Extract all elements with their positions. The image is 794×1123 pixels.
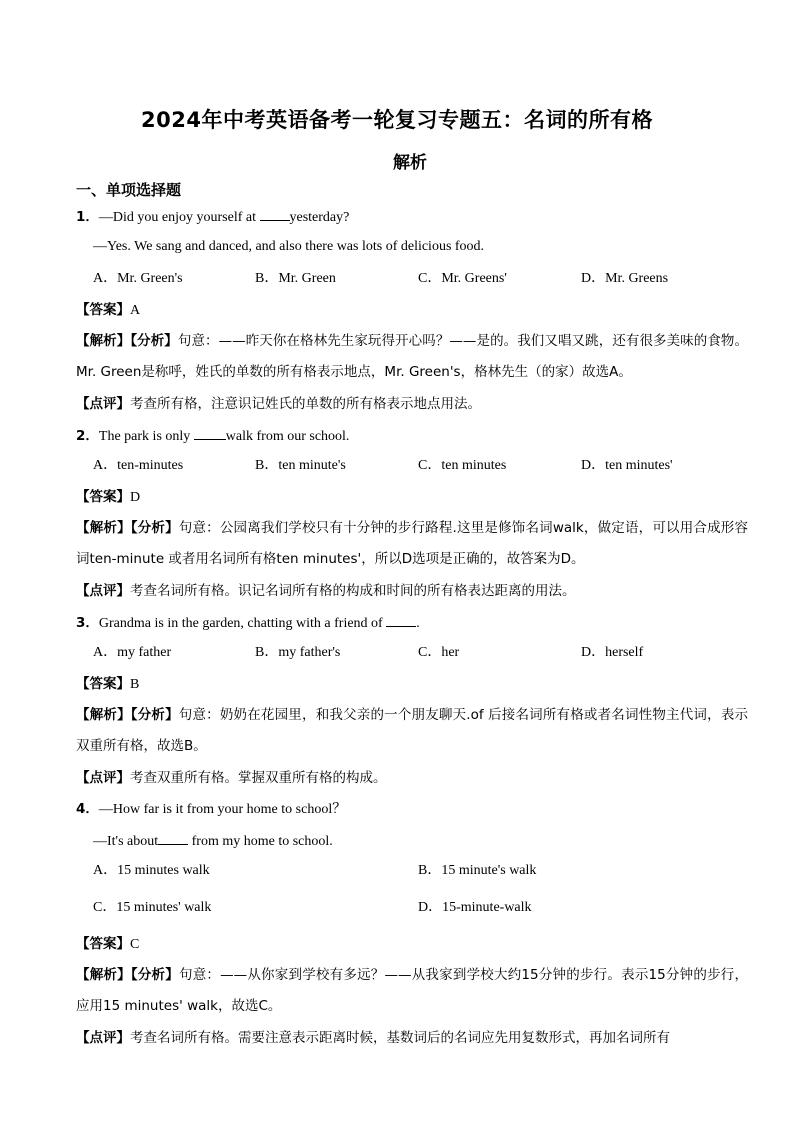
question-1-blank — [260, 206, 290, 221]
question-2-option-d: D．ten minutes' — [581, 458, 673, 473]
analysis-text: 句意：——从你家到学校有多远？——从我家到学校大约15分钟的步行。表示15分钟的步行，应用15 minutes' walk，故选C。 — [76, 967, 749, 1014]
question-2-text-pre: The park is only — [98, 429, 194, 444]
question-3-option-b: B．my father's — [255, 645, 341, 660]
question-3-number: 3． — [76, 615, 99, 631]
analysis-text: 句意：公园离我们学校只有十分钟的步行路程.这里是修饰名词walk，做定语，可以用合成形容词ten-minute 或者用名词所有格ten minutes'，所以D选项是正确的，故答案为D。 — [76, 520, 748, 567]
question-4-option-b: B．15 minute's walk — [418, 863, 537, 878]
comment-label: 【点评】 — [76, 396, 130, 412]
question-2-blank — [194, 425, 226, 440]
question-3-option-c: C．her — [418, 645, 460, 660]
question-1-text-post: yesterday? — [289, 210, 350, 225]
question-3-analysis — [76, 700, 748, 762]
question-1-comment — [76, 394, 481, 415]
question-4-answer — [76, 934, 139, 955]
answer-value: A — [130, 303, 141, 318]
question-2-option-b: B．ten minute's — [255, 458, 346, 473]
question-3-text-pre: Grandma is in the garden, chatting with a friend of — [98, 616, 387, 631]
comment-text: 考查所有格，注意识记姓氏的单数的所有格表示地点用法。 — [130, 396, 481, 412]
answer-value: B — [130, 677, 140, 692]
question-4-line-2 — [93, 830, 333, 852]
question-4-line-1 — [76, 799, 346, 820]
question-4-comment — [76, 1028, 670, 1049]
document-title: 2024年中考英语备考一轮复习专题五：名词的所有格 — [141, 108, 653, 132]
analysis-text: 句意：奶奶在花园里，和我父亲的一个朋友聊天.of 后接名词所有格或者名词性物主代词，表示双重所有格，故选B。 — [76, 707, 749, 754]
question-3-text-post: . — [416, 616, 420, 631]
question-1-answer — [76, 300, 140, 321]
question-3-blank — [386, 612, 416, 627]
question-1-analysis — [76, 326, 748, 388]
answer-label: 【答案】 — [76, 676, 130, 692]
comment-text: 考查名词所有格。识记名词所有格的构成和时间的所有格表达距离的用法。 — [130, 583, 576, 599]
question-2-number: 2． — [76, 428, 99, 444]
answer-label: 【答案】 — [76, 936, 130, 952]
answer-label: 【答案】 — [76, 489, 130, 505]
question-1-option-d: D．Mr. Greens — [581, 271, 669, 286]
question-1-line-2: —Yes. We sang and danced, and also there was lots of delicious food. — [93, 239, 485, 254]
question-2-comment — [76, 581, 576, 602]
question-4-number: 4． — [76, 801, 99, 817]
question-2-option-c: C．ten minutes — [418, 458, 507, 473]
question-2-text-post: walk from our school. — [225, 429, 350, 444]
question-4-blank — [158, 830, 188, 845]
comment-text: 考查名词所有格。需要注意表示距离时候，基数词后的名词应先用复数形式，再加名词所有 — [130, 1030, 670, 1046]
answer-label: 【答案】 — [76, 302, 130, 318]
question-3-line-1 — [76, 612, 420, 634]
question-2-line-1 — [76, 425, 349, 447]
analysis-label: 【解析】【分析】 — [76, 333, 178, 349]
answer-value: C — [130, 937, 140, 952]
question-4-option-a: A．15 minutes walk — [93, 863, 210, 878]
analysis-label: 【解析】【分析】 — [76, 520, 179, 536]
question-4-line-2-post: from my home to school. — [188, 834, 333, 849]
analysis-label: 【解析】【分析】 — [76, 967, 179, 983]
question-3-comment — [76, 768, 387, 789]
question-2-option-a: A．ten-minutes — [93, 458, 184, 473]
question-1-option-b: B．Mr. Green — [255, 271, 336, 286]
question-1-line-1 — [76, 206, 349, 228]
question-3-option-a: A．my father — [93, 645, 172, 660]
comment-label: 【点评】 — [76, 1030, 130, 1046]
question-3-answer — [76, 674, 139, 695]
question-1-text-pre: —Did you enjoy yourself at — [98, 210, 260, 225]
document-subtitle: 解析 — [393, 153, 427, 173]
question-4-analysis — [76, 960, 748, 1022]
question-1-number: 1． — [76, 209, 99, 225]
comment-label: 【点评】 — [76, 583, 130, 599]
question-2-analysis — [76, 513, 748, 575]
question-1-option-c: C．Mr. Greens' — [418, 271, 507, 286]
question-1-option-a: A．Mr. Green's — [93, 271, 183, 286]
question-4-option-d: D．15-minute-walk — [418, 900, 532, 915]
question-4-line-2-pre: —It's about — [93, 834, 159, 849]
analysis-text: 句意：——昨天你在格林先生家玩得开心吗？——是的。我们又唱又跳，还有很多美味的食物。Mr. Green是称呼，姓氏的单数的所有格表示地点，Mr. Green's，格林先生（的家）故选A。 — [76, 333, 749, 380]
question-2-answer — [76, 487, 140, 508]
question-3-option-d: D．herself — [581, 645, 644, 660]
question-4-text: —How far is it from your home to school？ — [98, 802, 347, 817]
analysis-label: 【解析】【分析】 — [76, 707, 179, 723]
comment-text: 考查双重所有格。掌握双重所有格的构成。 — [130, 770, 387, 786]
answer-value: D — [130, 490, 141, 505]
question-4-option-c: C．15 minutes' walk — [93, 900, 212, 915]
section-heading: 一、单项选择题 — [76, 181, 182, 199]
comment-label: 【点评】 — [76, 770, 130, 786]
